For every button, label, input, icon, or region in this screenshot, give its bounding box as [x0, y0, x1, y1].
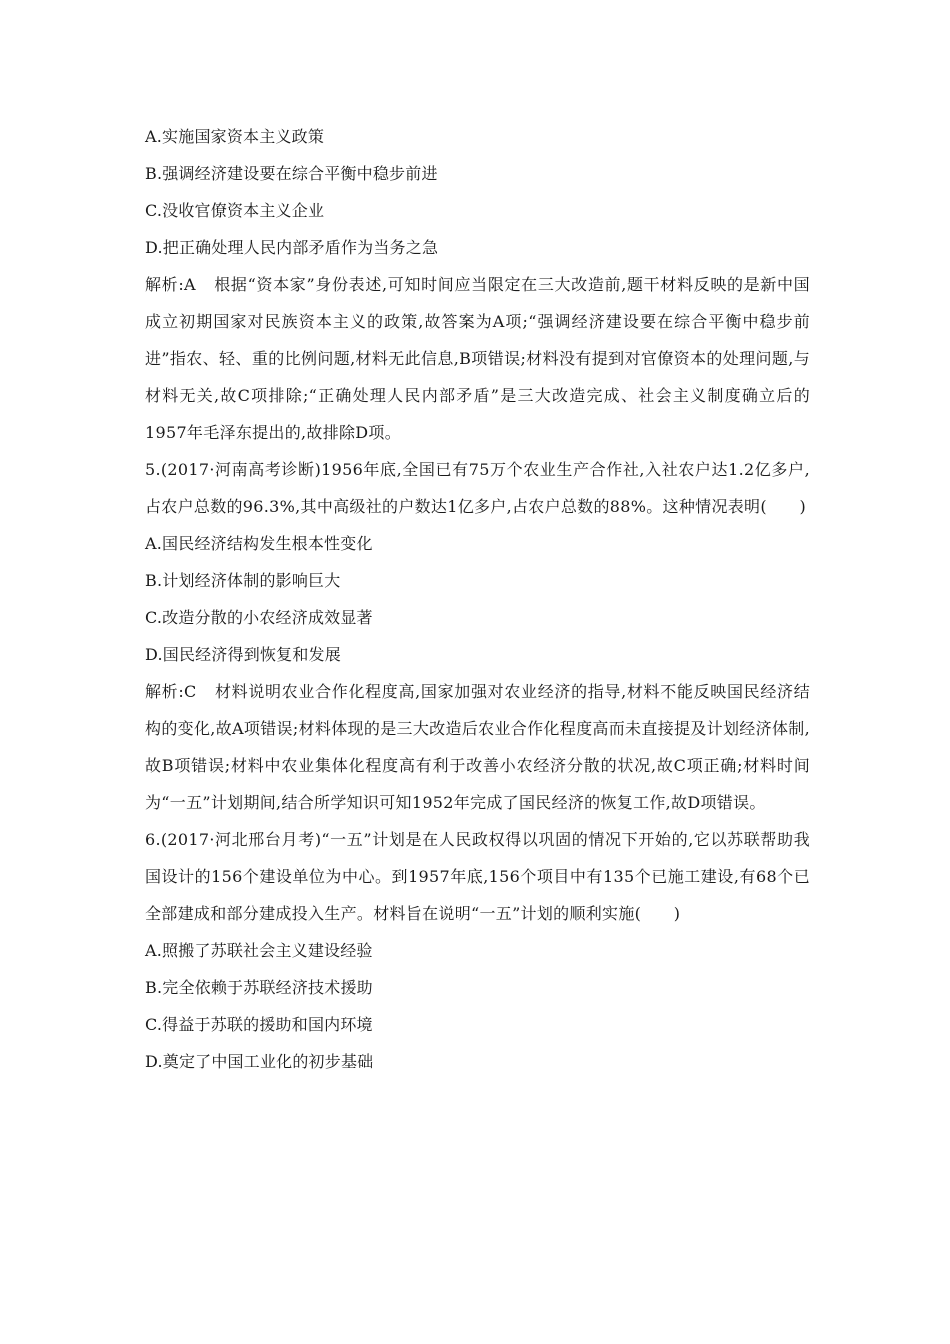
- q5-analysis-prefix: 解析:C: [145, 682, 197, 701]
- q4-analysis: [145, 266, 810, 451]
- q6-option-b: B.完全依赖于苏联经济技术援助: [145, 978, 373, 997]
- q5-analysis-text: 材料说明农业合作化程度高,国家加强对农业经济的指导,材料不能反映国民经济结构的变化,故A项错误;材料体现的是三大改造后农业合作化程度高而未直接提及计划经济体制,故B项错误;材料中农业集体化程度高有利于改善小农经济分散的状况,故C项正确;材料时间为“一五”计划期间,结合所学知识可知1952年完成了国民经济的恢复工作,故D项错误。: [145, 682, 810, 812]
- document-page: [145, 118, 810, 1080]
- q4-option-c: C.没收官僚资本主义企业: [145, 201, 325, 220]
- q5-option-a: A.国民经济结构发生根本性变化: [145, 534, 373, 553]
- q4-analysis-text: 根据“资本家”身份表述,可知时间应当限定在三大改造前,题干材料反映的是新中国成立初期国家对民族资本主义的政策,故答案为A项;“强调经济建设要在综合平衡中稳步前进”指农、轻、重的比例问题,材料无此信息,B项错误;材料没有提到对官僚资本的处理问题,与材料无关,故C项排除;“正确处理人民内部矛盾”是三大改造完成、社会主义制度确立后的1957年毛泽东提出的,故排除D项。: [145, 275, 810, 442]
- q5-stem: 5.(2017·河南高考诊断)1956年底,全国已有75万个农业生产合作社,入社农户达1.2亿多户,占农户总数的96.3%,其中高级社的户数达1亿多户,占农户总数的88%。这种情况表明( ): [145, 460, 810, 516]
- q5-option-b: B.计划经济体制的影响巨大: [145, 571, 341, 590]
- q6-stem: 6.(2017·河北邢台月考)“一五”计划是在人民政权得以巩固的情况下开始的,它以苏联帮助我国设计的156个建设单位为中心。到1957年底,156个项目中有135个已施工建设,有68个已全部建成和部分建成投入生产。材料旨在说明“一五”计划的顺利实施( ): [145, 830, 810, 923]
- q4-option-d: D.把正确处理人民内部矛盾作为当务之急: [145, 238, 439, 257]
- q4-option-a: A.实施国家资本主义政策: [145, 127, 325, 146]
- q5-option-d: D.国民经济得到恢复和发展: [145, 645, 341, 664]
- q4-option-b: B.强调经济建设要在综合平衡中稳步前进: [145, 164, 438, 183]
- q6-option-a: A.照搬了苏联社会主义建设经验: [145, 941, 373, 960]
- q5-option-c: C.改造分散的小农经济成效显著: [145, 608, 373, 627]
- q5-analysis: [145, 673, 810, 821]
- q6-option-d: D.奠定了中国工业化的初步基础: [145, 1052, 374, 1071]
- q4-analysis-prefix: 解析:A: [145, 275, 196, 294]
- q6-option-c: C.得益于苏联的援助和国内环境: [145, 1015, 373, 1034]
